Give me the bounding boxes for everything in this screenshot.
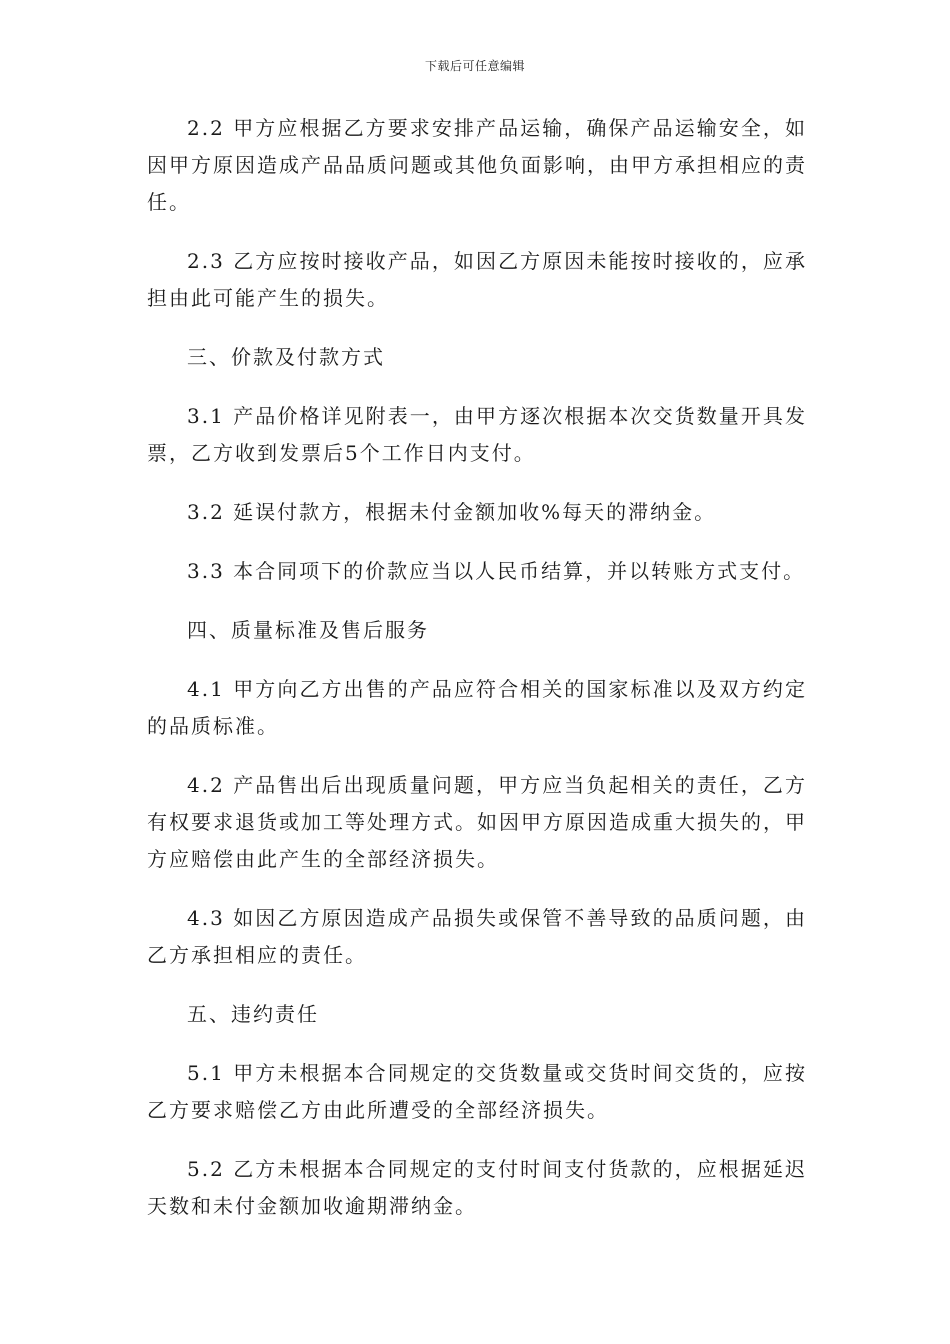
clause-5-1: 5.1 甲方未根据本合同规定的交货数量或交货时间交货的，应按乙方要求赔偿乙方由此所遭受的全部经济损失。 [147, 1061, 807, 1122]
document-body [147, 110, 807, 1247]
clause-4-2: 4.2 产品售出后出现质量问题，甲方应当负起相关的责任，乙方有权要求退货或加工等处理方式。如因甲方原因造成重大损失的，甲方应赔偿由此产生的全部经济损失。 [147, 773, 807, 871]
clause-3-3: 3.3 本合同项下的价款应当以人民币结算，并以转账方式支付。 [187, 559, 806, 583]
clause-2-3: 2.3 乙方应按时接收产品，如因乙方原因未能按时接收的，应承担由此可能产生的损失。 [147, 249, 807, 310]
clause-5-2: 5.2 乙方未根据本合同规定的支付时间支付货款的，应根据延迟天数和未付金额加收逾期滞纳金。 [147, 1157, 807, 1218]
clause-4-1: 4.1 甲方向乙方出售的产品应符合相关的国家标准以及双方约定的品质标准。 [147, 677, 807, 738]
section-heading-5: 五、违约责任 [187, 1002, 319, 1026]
section-heading-4: 四、质量标准及售后服务 [187, 618, 429, 642]
clause-3-2: 3.2 延误付款方，根据未付金额加收%每天的滞纳金。 [187, 500, 717, 524]
clause-4-3: 4.3 如因乙方原因造成产品损失或保管不善导致的品质问题，由乙方承担相应的责任。 [147, 906, 807, 967]
page-header: 下载后可任意编辑 [424, 59, 525, 73]
clause-3-1: 3.1 产品价格详见附表一，由甲方逐次根据本次交货数量开具发票，乙方收到发票后5个工作日内支付。 [147, 404, 807, 465]
clause-2-2: 2.2 甲方应根据乙方要求安排产品运输，确保产品运输安全，如因甲方原因造成产品品质问题或其他负面影响，由甲方承担相应的责任。 [147, 116, 807, 214]
section-heading-3: 三、价款及付款方式 [187, 345, 385, 369]
